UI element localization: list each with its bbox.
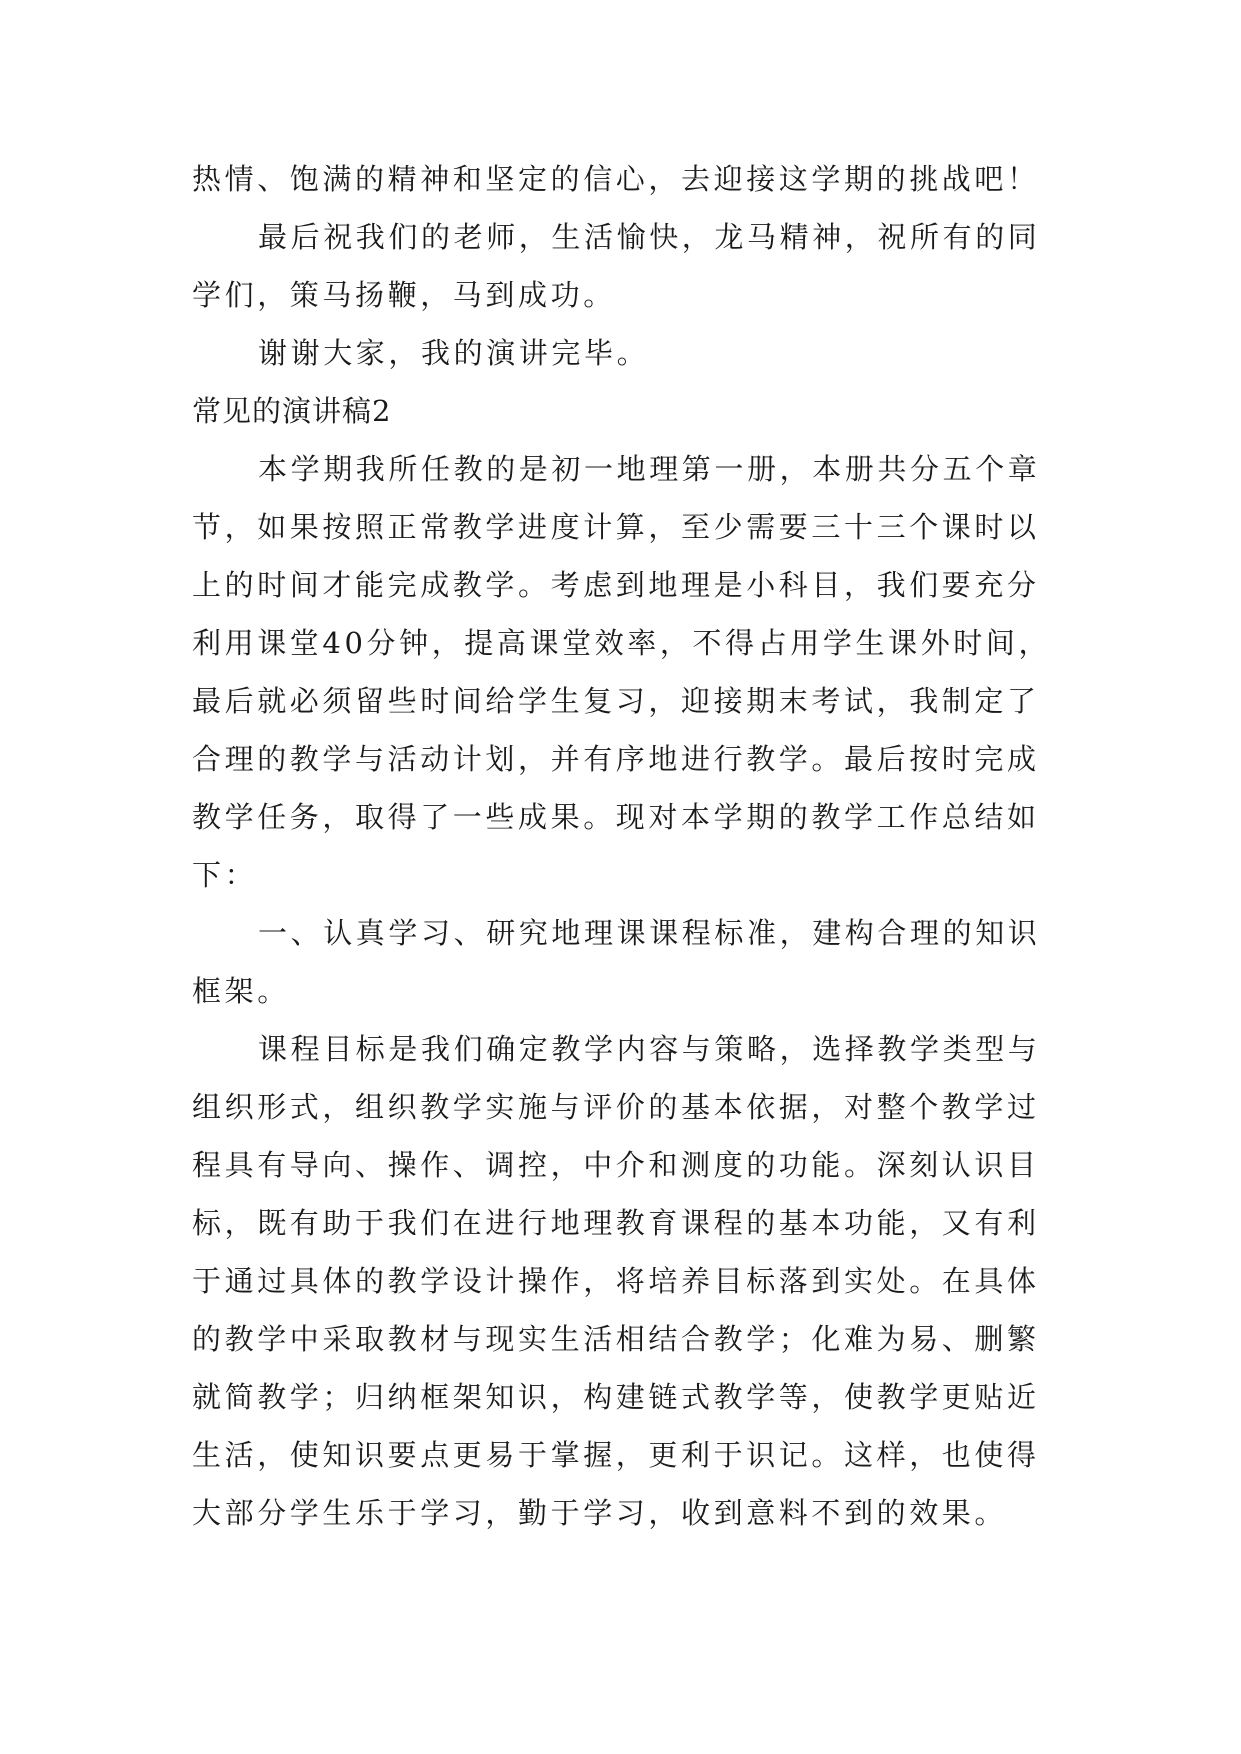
text-line: 最后祝我们的老师，生活愉快，龙马精神，祝所有的同 [258, 220, 1041, 254]
text-line: 的教学中采取教材与现实生活相结合教学；化难为易、删繁 [192, 1322, 1040, 1356]
text-line: 下： [192, 858, 258, 892]
text-line: 利用课堂40分钟，提高课堂效率，不得占用学生课外时间， [192, 626, 1052, 660]
text-line: 学们，策马扬鞭，马到成功。 [192, 278, 616, 312]
text-line: 最后就必须留些时间给学生复习，迎接期末考试，我制定了 [192, 684, 1040, 718]
text-line: 谢谢大家，我的演讲完毕。 [258, 336, 650, 370]
text-line: 组织形式，组织教学实施与评价的基本依据，对整个教学过 [192, 1090, 1040, 1124]
document-page [192, 150, 1052, 1542]
text-line: 上的时间才能完成教学。考虑到地理是小科目，我们要充分 [192, 568, 1040, 602]
text-line: 教学任务，取得了一些成果。现对本学期的教学工作总结如 [192, 800, 1040, 834]
text-line: 大部分学生乐于学习，勤于学习，收到意料不到的效果。 [192, 1496, 1008, 1530]
text-line: 生活，使知识要点更易于掌握，更利于识记。这样，也使得 [192, 1438, 1040, 1472]
text-line: 节，如果按照正常教学进度计算，至少需要三十三个课时以 [192, 510, 1040, 544]
text-line: 一、认真学习、研究地理课课程标准，建构合理的知识 [258, 916, 1041, 950]
text-line: 热情、饱满的精神和坚定的信心，去迎接这学期的挑战吧！ [192, 162, 1040, 196]
text-line: 程具有导向、操作、调控，中介和测度的功能。深刻认识目 [192, 1148, 1040, 1182]
section-title: 常见的演讲稿2 [192, 394, 392, 428]
text-line: 框架。 [192, 974, 290, 1008]
text-line: 合理的教学与活动计划，并有序地进行教学。最后按时完成 [192, 742, 1040, 776]
text-line: 就简教学；归纳框架知识，构建链式教学等，使教学更贴近 [192, 1380, 1040, 1414]
text-line: 标，既有助于我们在进行地理教育课程的基本功能，又有利 [192, 1206, 1040, 1240]
text-line: 本学期我所任教的是初一地理第一册，本册共分五个章 [258, 452, 1041, 486]
text-line: 课程目标是我们确定教学内容与策略，选择教学类型与 [258, 1032, 1041, 1066]
text-line: 于通过具体的教学设计操作，将培养目标落到实处。在具体 [192, 1264, 1040, 1298]
